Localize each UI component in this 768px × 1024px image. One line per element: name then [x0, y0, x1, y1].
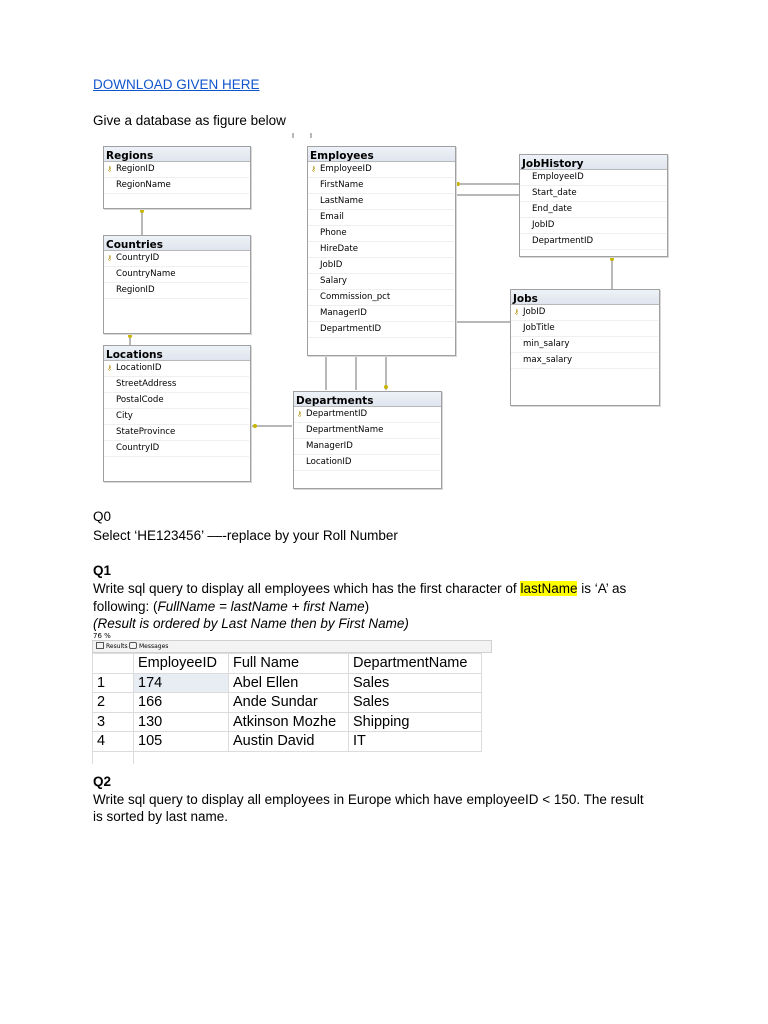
column-header[interactable]: EmployeeID	[134, 654, 229, 674]
er-diagram	[95, 133, 675, 493]
key-marker	[384, 385, 388, 389]
row-number: 2	[93, 693, 134, 713]
column-item: JobID	[520, 218, 666, 234]
q2-line1: Write sql query to display all employees in Europe which have employeeID < 150. The result	[93, 792, 644, 807]
column-item: DepartmentName	[294, 423, 440, 439]
q1-highlight: lastName	[520, 581, 578, 596]
tab-results[interactable]: Results	[96, 642, 128, 651]
column-item: DepartmentID	[520, 234, 666, 250]
cell-department[interactable]: IT	[349, 732, 482, 752]
table-title: Employees	[308, 147, 455, 162]
cell-employee-id[interactable]: 166	[134, 693, 229, 713]
q2-label: Q2	[93, 774, 112, 789]
column-item: ⚷ EmployeeID	[308, 162, 454, 178]
q1-text-start: Write sql query to display all employees which has the first character of	[93, 581, 521, 596]
column-item: Email	[308, 210, 454, 226]
cell-employee-id[interactable]: 130	[134, 712, 229, 732]
q0-text: Select ‘HE123456’ ––-replace by your Roll Number	[93, 528, 398, 543]
cell-employee-id[interactable]: 174	[134, 673, 229, 693]
column-item: RegionName	[104, 178, 249, 194]
cell-department[interactable]: Sales	[349, 673, 482, 693]
empty-cell	[134, 751, 229, 764]
column-item: Phone	[308, 226, 454, 242]
column-item: ⚷ RegionID	[104, 162, 249, 178]
table-title: Regions	[104, 147, 250, 162]
key-icon: ⚷	[107, 364, 113, 372]
table-departments[interactable]	[293, 391, 442, 489]
intro-text: Give a database as figure below	[93, 113, 286, 128]
q1-text	[93, 580, 683, 616]
key-marker	[128, 334, 132, 338]
key-icon: ⚷	[107, 165, 113, 173]
table-header-row	[93, 654, 482, 674]
column-item: ⚷ CountryID	[104, 251, 249, 267]
results-tabs	[92, 640, 492, 653]
empty-cell	[349, 751, 482, 764]
table-jobhistory[interactable]	[519, 154, 668, 257]
row-number: 4	[93, 732, 134, 752]
column-item: max_salary	[511, 353, 658, 369]
column-header[interactable]: Full Name	[229, 654, 349, 674]
table-row[interactable]	[93, 693, 482, 713]
column-item: RegionID	[104, 283, 249, 299]
row-number-header	[93, 654, 134, 674]
column-item: CountryName	[104, 267, 249, 283]
key-marker	[253, 424, 257, 428]
key-icon: ⚷	[297, 410, 303, 418]
column-item: min_salary	[511, 337, 658, 353]
column-item: StateProvince	[104, 425, 249, 441]
table-row[interactable]	[93, 732, 482, 752]
column-header[interactable]: DepartmentName	[349, 654, 482, 674]
table-row-empty	[93, 751, 482, 764]
table-title: Jobs	[511, 290, 659, 305]
column-item: ⚷ LocationID	[104, 361, 249, 377]
q2-line2: is sorted by last name.	[93, 809, 229, 824]
q1-text-mid: is ‘A’ as following: (	[93, 581, 627, 614]
cell-department[interactable]: Shipping	[349, 712, 482, 732]
column-item: PostalCode	[104, 393, 249, 409]
table-jobs[interactable]	[510, 289, 660, 406]
tab-messages[interactable]: Messages	[129, 642, 168, 651]
key-icon: ⚷	[311, 165, 317, 173]
column-item: JobID	[308, 258, 454, 274]
row-number: 3	[93, 712, 134, 732]
table-row[interactable]	[93, 673, 482, 693]
table-title: Departments	[294, 392, 441, 407]
column-item: Start_date	[520, 186, 666, 202]
column-item: JobTitle	[511, 321, 658, 337]
column-item: ⚷ DepartmentID	[294, 407, 440, 423]
column-item: City	[104, 409, 249, 425]
q0-label: Q0	[93, 509, 112, 524]
table-regions[interactable]	[103, 146, 251, 209]
key-marker	[456, 182, 460, 186]
table-countries[interactable]	[103, 235, 251, 334]
table-title: Countries	[104, 236, 250, 251]
column-item: ManagerID	[294, 439, 440, 455]
download-link[interactable]: DOWNLOAD GIVEN HERE	[93, 77, 260, 92]
q1-formula: FullName = lastName + first Name	[157, 599, 365, 614]
table-title: JobHistory	[520, 155, 667, 170]
cell-full-name[interactable]: Abel Ellen	[229, 673, 349, 693]
table-row[interactable]	[93, 712, 482, 732]
column-item: CountryID	[104, 441, 249, 457]
table-title: Locations	[104, 346, 250, 361]
message-icon	[129, 642, 137, 649]
q1-label: Q1	[93, 563, 112, 578]
key-icon: ⚷	[514, 308, 520, 316]
column-item: FirstName	[308, 178, 454, 194]
employees-self-relation	[293, 133, 311, 138]
column-item: ⚷ JobID	[511, 305, 658, 321]
key-marker	[610, 257, 614, 261]
key-icon: ⚷	[107, 254, 113, 262]
cell-employee-id[interactable]: 105	[134, 732, 229, 752]
cell-department[interactable]: Sales	[349, 693, 482, 713]
column-item: LocationID	[294, 455, 440, 471]
key-marker	[140, 209, 144, 213]
column-item: Salary	[308, 274, 454, 290]
column-item: HireDate	[308, 242, 454, 258]
results-panel	[92, 632, 492, 750]
empty-cell	[229, 751, 349, 764]
grid-icon	[96, 642, 104, 649]
column-item: Commission_pct	[308, 290, 454, 306]
empty-cell	[93, 751, 134, 764]
table-locations[interactable]	[103, 345, 251, 482]
column-item: ManagerID	[308, 306, 454, 322]
column-item: End_date	[520, 202, 666, 218]
column-item: EmployeeID	[520, 170, 666, 186]
q1-close: )	[364, 599, 370, 614]
column-item: DepartmentID	[308, 322, 454, 338]
row-number: 1	[93, 673, 134, 693]
cell-full-name[interactable]: Austin David	[229, 732, 349, 752]
column-item: LastName	[308, 194, 454, 210]
results-table	[92, 653, 482, 764]
table-employees[interactable]	[307, 146, 456, 356]
q1-note: (Result is ordered by Last Name then by First Name)	[93, 616, 409, 631]
zoom-level[interactable]: 76 %	[93, 632, 111, 640]
cell-full-name[interactable]: Atkinson Mozhe	[229, 712, 349, 732]
column-item: StreetAddress	[104, 377, 249, 393]
cell-full-name[interactable]: Ande Sundar	[229, 693, 349, 713]
